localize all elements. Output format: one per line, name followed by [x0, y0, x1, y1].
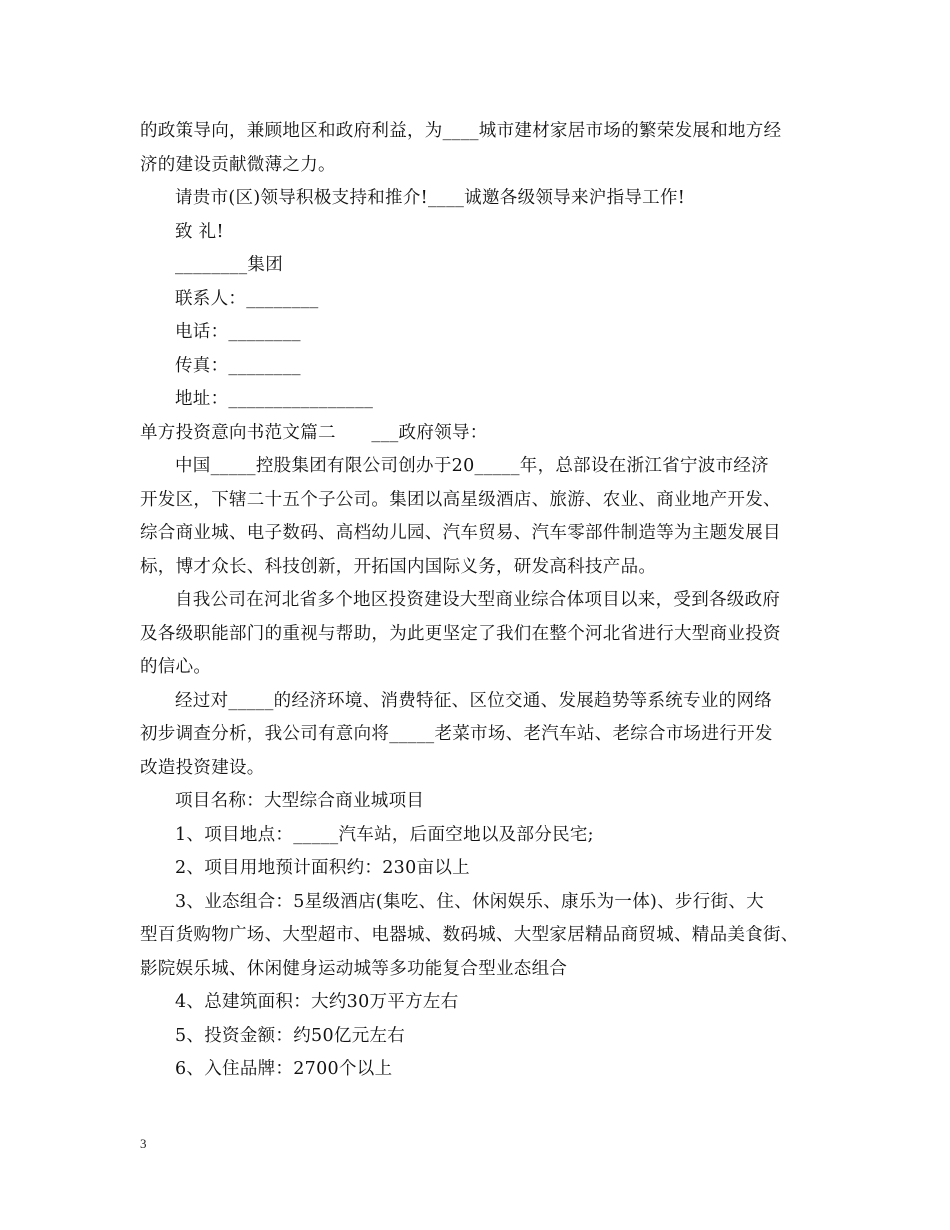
text-line: 及各级职能部门的重视与帮助，为此更坚定了我们在整个河北省进行大型商业投资: [140, 623, 781, 644]
text-line: 地址：________________: [175, 389, 374, 409]
text-line: 4、总建筑面积：大约30万平方左右: [175, 992, 459, 1012]
text-line: 综合商业城、电子数码、高档幼儿园、汽车贸易、汽车零部件制造等为主题发展目: [140, 523, 781, 543]
text-line: 单方投资意向书范文篇二 ___政府领导：: [140, 422, 488, 443]
text-line: 初步调查分析，我公司有意向将_____老菜市场、老汽车站、老综合市场进行开发: [140, 724, 773, 744]
text-line: ________集团: [175, 255, 283, 275]
text-line: 电话：________: [175, 322, 301, 342]
page-number: 3: [140, 1136, 147, 1151]
text-line: 请贵市(区)领导积极支持和推介!____诚邀各级领导来沪指导工作!: [175, 188, 686, 208]
text-line: 的政策导向，兼顾地区和政府利益，为____城市建材家居市场的繁荣发展和地方经: [140, 121, 782, 141]
text-line: 项目名称：大型综合商业城项目: [175, 791, 425, 811]
text-line: 1、项目地点：_____汽车站，后面空地以及部分民宅;: [175, 824, 594, 845]
text-line: 影院娱乐城、休闲健身运动城等多功能复合型业态组合: [140, 958, 568, 979]
text-line: 型百货购物广场、大型超市、电器城、数码城、大型家居精品商贸城、精品美食街、: [140, 925, 799, 945]
text-line: 的信心。: [140, 657, 212, 677]
text-line: 致 礼!: [175, 221, 224, 242]
text-line: 5、投资金额：约50亿元左右: [175, 1025, 406, 1046]
document-body: [140, 115, 815, 1087]
text-line: 经过对_____的经济环境、消费特征、区位交通、发展趋势等系统专业的网络: [175, 690, 773, 711]
text-line: 3、业态组合：5星级酒店(集吃、住、休闲娱乐、康乐为一体)、步行街、大: [175, 891, 764, 912]
text-line: 改造投资建设。: [140, 757, 265, 778]
text-line: 开发区，下辖二十五个子公司。集团以高星级酒店、旅游、农业、商业地产开发、: [140, 489, 781, 510]
text-line: 联系人：________: [175, 288, 319, 309]
text-line: 标，博才众长、科技创新，开拓国内国际义务，研发高科技产品。: [140, 556, 657, 577]
text-line: 2、项目用地预计面积约：230亩以上: [175, 858, 470, 878]
text-line: 6、入住品牌：2700个以上: [175, 1059, 393, 1079]
text-line: 传真：________: [175, 355, 301, 376]
text-line: 济的建设贡献微薄之力。: [140, 154, 336, 175]
text-line: 自我公司在河北省多个地区投资建设大型商业综合体项目以来，受到各级政府: [175, 590, 781, 610]
text-line: 中国_____控股集团有限公司创办于20_____年，总部设在浙江省宁波市经济: [175, 456, 769, 476]
